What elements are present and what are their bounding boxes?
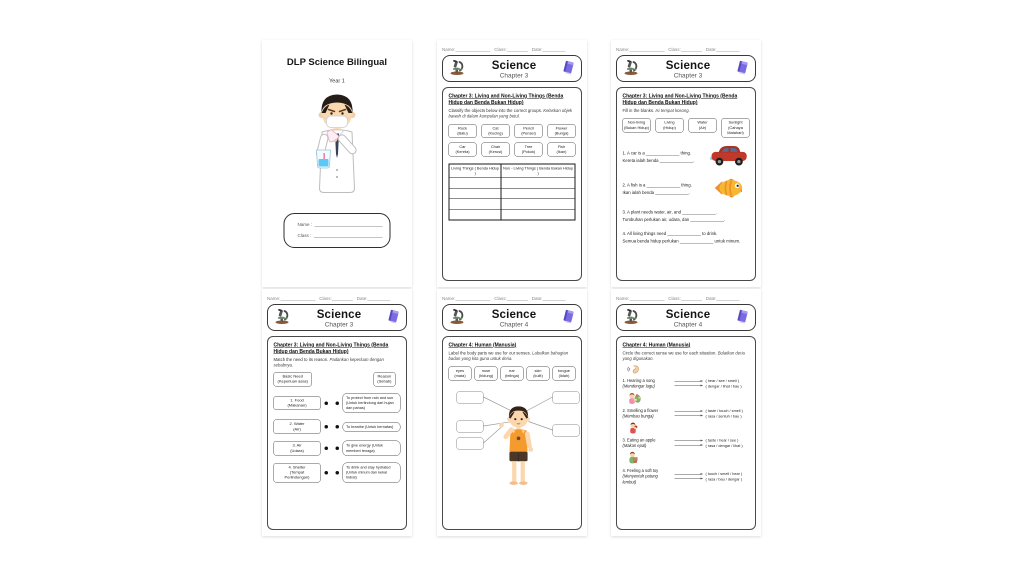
subject-banner [616,55,756,82]
need-item: 4. Shelter (Tempat Perlindungan) [274,463,321,483]
book-icon [736,60,749,78]
answer-box [457,438,484,450]
match-dot [324,425,328,429]
word-bank [449,124,576,157]
cover-class-label: Class : [297,233,312,238]
match-dot [335,401,339,405]
question-en: 3. A plant needs water, air, and ______________. [622,209,717,215]
word-bank-item: Pencil (Pensel) [515,124,543,138]
microscope-icon [449,60,466,78]
question-row [623,144,750,170]
subject-banner [442,304,582,331]
classification-table [449,164,576,221]
subject-title: Science [665,58,711,72]
word-bank-item: Fish (Ikan) [548,143,576,157]
cover-name-label: Name : [297,222,313,227]
word-bank-item: Chair (Kerusi) [482,143,510,157]
page-circle-sense-worksheet [611,289,761,536]
subject-title: Science [316,307,362,321]
question-row [623,230,750,245]
page-matching-worksheet [262,289,412,536]
match-dot [335,425,339,429]
book-icon [387,309,400,327]
reason-item: To drink and stay hydrated (Untuk minum dan kekal hidrat) [343,462,401,482]
subject-title: Science [665,307,711,321]
word-bank-item: Water (Air) [689,118,717,132]
microscope-icon [274,309,291,327]
subject-banner [616,304,756,331]
word-bank-item: nose (hidung) [475,366,498,380]
table-row [449,178,575,189]
subject-banner [442,55,582,82]
match-column-headers [274,372,401,386]
reason-item: To give energy (Untuk memberi tenaga) [343,441,401,456]
boy-illustration [495,404,543,498]
meta-line: Name: Class: Date: [267,293,407,301]
answer-box [553,392,580,404]
book-icon [562,309,575,327]
worksheet-instruction: Fill in the blanks. Isi tempat kosong. [622,108,690,113]
match-row [274,420,401,434]
date-label: Date: [531,47,543,52]
worksheet-instruction: Match the need to its reason. Padankan keperluan dengan sebabnya. [273,357,384,368]
word-bank-item: Car (Kereta) [449,143,477,157]
match-dot [335,471,339,475]
match-row [274,393,401,413]
word-bank [623,118,750,137]
meta-line: Name: Class: Date: [616,293,756,301]
answer-box [457,392,484,404]
cover-title: DLP Science Bilingual [286,57,388,68]
match-dot [324,447,328,451]
question-en: 4. All living things need ______________ to drink. [622,230,718,236]
need-item: 3. Air (Udara) [274,441,321,455]
match-dot [335,447,339,451]
word-bank-item: Tree (Pokok) [515,143,543,157]
arrow-lines [675,411,703,416]
worksheet-instruction [449,108,576,119]
instruction-my: Kelaskan objek bawah di dalam kumpulan yang betul. [448,108,573,119]
question-en: 2. A fish is a ______________ thing. [622,182,692,188]
worksheet-instruction: Circle the correct sense we use for each situation. Bulatkan deria yang digunakan. [622,350,745,362]
sense-item: 4. Feeling a soft toy (Menyentuh patung lembut) ( touch / smell / hear ) ( rasa / bau / dengar ) [622,468,743,485]
chapter-label: Chapter 3 [673,71,703,79]
table-row [449,199,575,210]
question-row [623,208,750,223]
subject-title: Science [491,58,537,72]
meta-line: Name: Class: Date: [616,44,756,52]
worksheet-heading: Chapter 3: Living and Non-Living Things (Benda Hidup dan Benda Bukan Hidup) [448,93,564,106]
cover-name-blank [315,222,383,227]
sense-item: 2. Smelling a flower (Membau bunga) ( taste / touch / smell ) ( rasa / sentuh / bau ) [622,408,743,419]
word-bank-item: Non-living (Bukan Hidup) [623,118,651,132]
book-icon [562,60,575,78]
subject-banner [267,304,407,331]
question-my: Kereta ialah benda ______________. [622,157,695,163]
need-item: 1. Food (Makanan) [274,396,321,410]
page-label-worksheet [437,289,587,536]
worksheet-heading: Chapter 4: Human (Manusia) [448,342,517,348]
body-labelling-diagram [449,387,576,513]
ear-icon [628,364,750,377]
word-bank-item: Sunlight (Cahaya Matahari) [722,118,750,137]
question-my: Tumbuhan perlukan air, udara, dan ______________. [622,216,726,222]
eating-apple-icon [628,422,750,437]
chapter-label: Chapter 3 [324,320,354,328]
reason-item: To protect from rain and sun (Untuk berlindung dari hujan dan panas) [343,393,401,413]
chapter-label: Chapter 4 [673,320,703,328]
question-my: Semua benda hidup perlukan ______________ untuk minum. [622,238,741,244]
instruction-en: Classify the objects below into the correct groups. [448,108,543,113]
table-row [449,209,575,220]
worksheet-heading: Chapter 3: Living and Non-Living Things (Benda Hidup dan Benda Bukan Hidup) [622,93,738,106]
class-blank [507,47,528,52]
soft-toy-icon [628,451,750,467]
table-col-living: Living Things ( Benda Hidup ) [449,164,501,178]
answer-box [457,421,484,433]
cover-name-class-box [284,213,391,248]
table-row [449,188,575,199]
arrow-lines [675,441,703,446]
microscope-icon [623,60,640,78]
need-item: 2. Water (Air) [274,420,321,434]
page-cover [262,40,412,287]
match-dot [324,471,328,475]
sense-item: 3. Eating an apple (Makan epal) ( taste / hear / see ) ( rasa / dengar / lihat ) [622,437,743,449]
arrow-lines [675,474,703,479]
word-bank-item: Living (Hidup) [656,118,684,132]
reason-item: To breathe (Untuk bernafas) [343,422,401,432]
word-bank-item: tongue (lidah) [553,366,576,380]
basic-need-header: Basic Need (Keperluan asas) [274,372,312,386]
page-classify-worksheet [437,40,587,287]
cover-year-label: Year 1 [329,78,345,84]
arrow-lines [675,381,703,386]
match-row [274,441,401,456]
match-row [274,462,401,482]
word-bank-item: Cat (Kucing) [482,124,510,138]
chapter-label: Chapter 4 [499,320,529,328]
name-blank [455,47,490,52]
sense-item: 1. Hearing a song (Mendengar lagu) ( hear / see / smell ) ( dengar / lihat / bau ) [622,378,742,389]
word-bank-item: Rock (Batu) [449,124,477,138]
worksheet-heading: Chapter 4: Human (Manusia) [622,342,691,348]
car-icon [708,144,750,170]
word-bank-item: Flower (Bunga) [548,124,576,138]
name-label: Name: [442,47,456,52]
question-my: Ikan ialah benda ______________. [622,190,690,196]
book-icon [736,309,749,327]
page-blanks-worksheet [611,40,761,287]
word-bank [449,366,576,380]
worksheet-heading: Chapter 3: Living and Non-Living Things (Benda Hidup dan Benda Bukan Hidup) [273,342,389,355]
smelling-flower-icon [628,392,750,407]
microscope-icon [449,309,466,327]
worksheet-instruction: Label the body parts we use for our senses. Labelkan bahagian badan yang kita guna untuk deria. [448,350,569,362]
meta-line: Name: Class: Date: [442,293,582,301]
chapter-label: Chapter 3 [499,71,529,79]
fish-icon [708,176,750,202]
meta-line [442,44,582,52]
scientist-illustration [267,91,407,201]
word-bank-item: eyes (mata) [449,366,472,380]
subject-title: Science [491,307,537,321]
cover-class-blank [314,233,383,238]
match-dot [324,401,328,405]
table-col-nonliving: Non - Living Things ( Benda Bukan Hidup ) [501,164,575,178]
microscope-icon [623,309,640,327]
question-row [623,176,750,202]
date-blank [543,47,566,52]
word-bank-item: skin (kulit) [527,366,550,380]
answer-box [553,425,580,437]
question-en: 1. A car is a ______________ thing. [622,150,692,156]
reason-header: Reason (Sebab) [373,372,395,386]
class-label: Class: [494,47,507,52]
word-bank-item: ear (telinga) [501,366,524,380]
